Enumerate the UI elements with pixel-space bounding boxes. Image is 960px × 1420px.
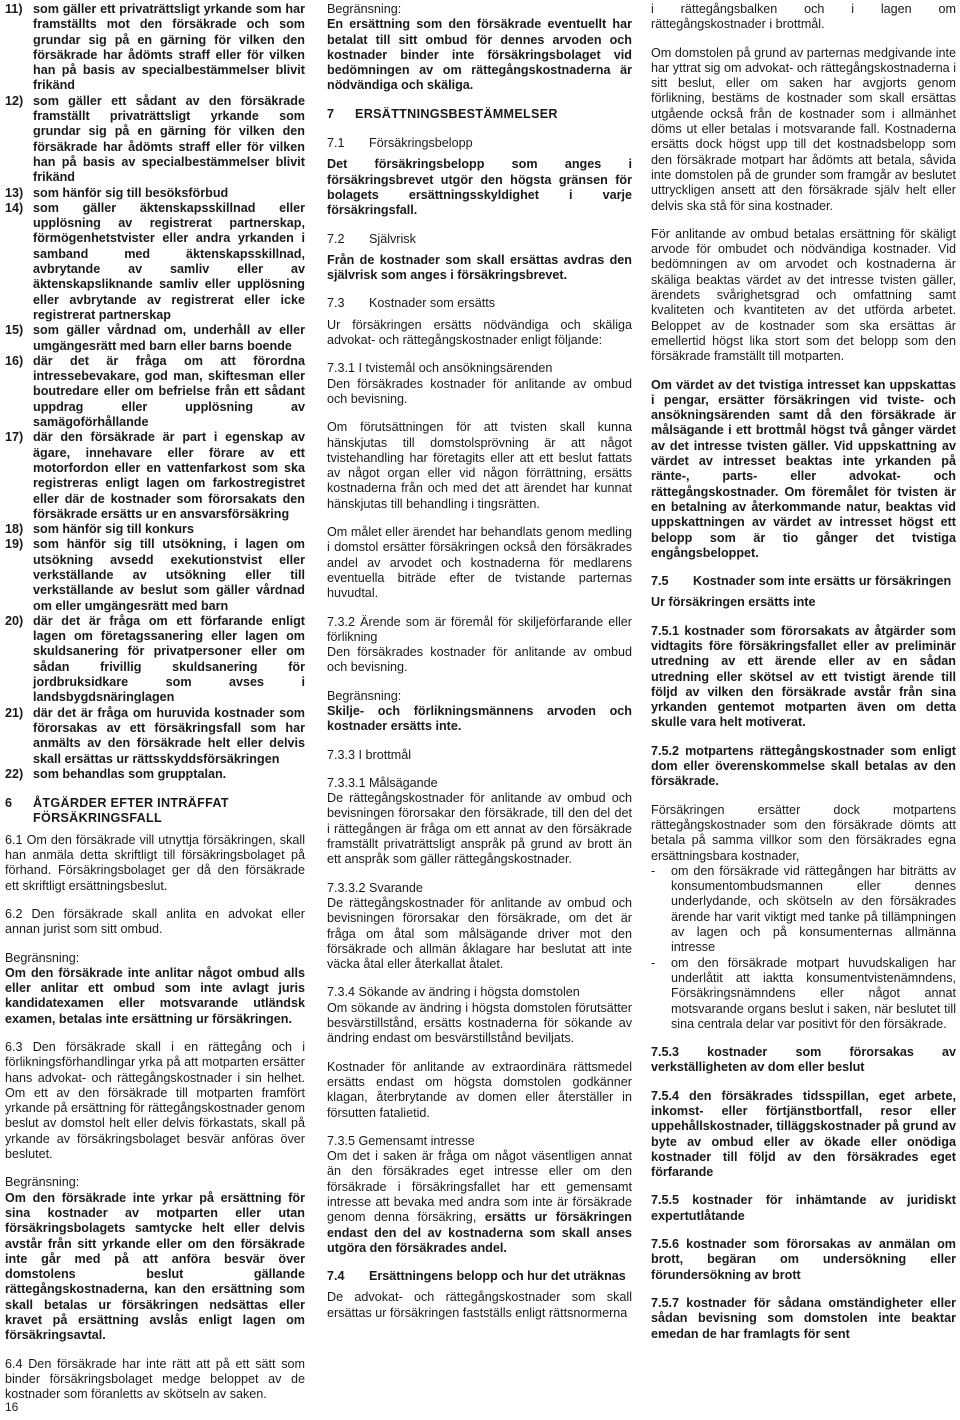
paragraph-ombud-fee: För anlitande av ombud betalas ersättning för skäligt arvode för ombudet och nödvändiga kostnader. Vid bedömningen av om arvodet och kostnaderna är skäliga beaktas värdet av det intresse tvisten gäller, ärendets svårighetsgrad och omfattning samt kvaliteten och kvantiteten av det utförda arbetet. Beloppet av de kostnader som ska ersättas är emellertid högst lika stort som det belopp som den försäkrade framställt till motparten.: [651, 226, 956, 364]
subheading-7-1: 7.1 Försäkringsbelopp: [327, 136, 473, 151]
limitation-label: Begränsning:: [5, 950, 80, 965]
list-item: 17) där den försäkrade är part i egenskap av ägare, innehavare eller förare av ett motorfordon eller en vattenfarkost som ska registreras enligt lagen om farkostregistret eller där de kostnader som förorsakats den försäkrade ersätts ur en ansvarsförsäkring: [5, 430, 305, 521]
list-item: 22) som behandlas som grupptalan.: [5, 766, 227, 781]
paragraph-7-5-5: 7.5.5 kostnader för inhämtande av juridiskt expertutlåtande: [651, 1193, 956, 1223]
paragraph-7-3-5: 7.3.5 Gemensamt intresse Om det i saken är fråga om något väsentligen annat än den försäkrades eget intresse eller om den försäkrade i försäkringsfallet har ett gemensamt intresse att bevaka med andra som inte är försäkrade genom denna försäkring, ersätts ur försäkringen endast den del av kostnaderna som skall anses utgöra den försäkrades andel.: [327, 1133, 632, 1255]
subheading-7-3-2: 7.3.2 Ärende som är föremål för skiljeförfarande eller förlikning: [327, 614, 632, 644]
paragraph-7-1: Det försäkringsbelopp som anges i försäkringsbrevet utgör den högsta gränsen för bolagets ersättningsskyldighet i varje försäkringsfall.: [327, 157, 632, 218]
paragraph-7-3-2: 7.3.2 Ärende som är föremål för skiljeförfarande eller förlikning Den försäkrades kostnader för anlitande av ombud och bevisning.: [327, 614, 632, 675]
paragraph-7-5-7: 7.5.7 kostnader för sådana omständigheter eller sådan bevisning som domstolen inte beaktar emedan de har framlagts för sent: [651, 1295, 956, 1341]
list-item: - om den försäkrade vid rättegången har biträtts av konsumentombudsmannen eller dennes underlydande, och skötseln av den försäkrades ärende har varit viktigt med tanke på tillämpningen av lagen och på konsumenternas allmänna intresse: [651, 863, 956, 955]
paragraph-6-2: 6.2 Den försäkrade skall anlita en advokat eller annan jurist som sitt ombud.: [5, 906, 305, 937]
limitation-label: Begränsning:: [5, 1175, 80, 1190]
list-item: 20) där det är fråga om ett förfarande enligt lagen om företagssanering eller lagen om skuldsanering för privatpersoner eller om sådan frivillig skuldsanering för jordbruksidkare som avses i landsbygdsnäringlagen: [5, 613, 305, 705]
list-item: 13) som hänför sig till besöksförbud: [5, 185, 229, 200]
limitation-block: [5, 951, 305, 1027]
limitation-label: Begränsning:: [327, 2, 402, 16]
paragraph-7-4: De advokat- och rättegångskostnader som skall ersättas ur försäkringen fastställs enligt rättsnormerna: [327, 1290, 632, 1320]
page-number: 16: [5, 1399, 19, 1414]
list-item: 12) som gäller ett sådant av den försäkrade framställt privaträttsligt yrkande som grundar sig på en gärning för vilken den försäkrade har ådömts straff eller för vilken han på basis av specialbestämmelser blivit frikänd: [5, 93, 305, 185]
paragraph-7-3-1-c: Om målet eller ärendet har behandlats genom medling i domstol ersätter försäkringen också den försäkrades andel av arvodet och kostnaderna för medlarens eventuella biträde efter de tvistande parternas huvudtal.: [327, 525, 632, 601]
list-item: 19) som hänför sig till utsökning, i lagen om utsökning avsedd exekutionstvist eller verkställande av utsökning eller till verkställande av beslut som gäller vårdnad om eller umgängesrätt med barn: [5, 537, 305, 613]
subheading-7-3: 7.3 Kostnader som ersätts: [327, 296, 495, 311]
subheading-7-4: 7.4 Ersättningens belopp och hur det uträknas: [327, 1269, 626, 1284]
paragraph-7-5-4: 7.5.4 den försäkrades tidsspillan, eget arbete, inkomst- eller förtjänstbortfall, resor eller uppehållskostnader, tilläggskostnader på grund av byte av ombud eller av ökade eller onödiga kostnader till följd av den försäkrades eget förfarande: [651, 1088, 956, 1180]
paragraph-7-3-1-b: Om förutsättningen för att tvisten skall kunna hänskjutas till domstolsprövning är att något tvistehandling har företagits eller att ett beslut fattats av något organ eller vid någon förrättning, ersätts kostnaderna från och med det att ärendet har kunnat hänskjutas till behandling i tingsrätten.: [327, 420, 632, 511]
column-middle: [327, 2, 632, 1334]
subheading-7-3-3-1: 7.3.3.1 Målsägande: [327, 775, 438, 790]
paragraph-7-3-3-1: 7.3.3.1 Målsägande De rättegångskostnader för anlitande av ombud och bevisningen förorsakar den försäkrade, till den del det i rättegången är fråga om ett annat av den försäkrade framställt privaträttsligt anspråk på grund av brott än ett anspråk som gäller rättegångskostnader.: [327, 775, 632, 867]
section-heading-7: 7 ERSÄTTNINGSBESTÄMMELSER: [327, 106, 558, 121]
list-item: 15) som gäller vårdnad om, underhåll av eller umgängesrätt med barn eller barns boende: [5, 323, 305, 353]
paragraph-6-4: 6.4 Den försäkrade har inte rätt att på ett sätt som binder försäkringsbolaget medge beloppet av de kostnader som föranletts av skötseln av saken.: [5, 1356, 305, 1402]
subheading-7-3-5: 7.3.5 Gemensamt intresse: [327, 1133, 475, 1148]
paragraph-7-5-3: 7.5.3 kostnader som förorsakas av verkställigheten av dom eller beslut: [651, 1045, 956, 1075]
paragraph-7-3-1: 7.3.1 I tvistemål och ansökningsärenden Den försäkrades kostnader för anlitande av ombud och bevisning.: [327, 361, 632, 406]
column-right: [651, 2, 956, 1355]
paragraph-7-5-1: 7.5.1 kostnader som förorsakats av åtgärder som vidtagits före försäkringsfallet eller av preliminär utredning av ett ärende eller av en sådan utredning eller skötsel av ett tvistigt ärende till följd av vilken den försäkrade avstår från sina yrkanden gentemot motparten även om detta skulle vara helt motiverat.: [651, 623, 956, 730]
section-heading-6: 6 ÅTGÄRDER EFTER INTRÄFFAT FÖRSÄKRINGSFALL: [5, 796, 229, 826]
paragraph-7-3: Ur försäkringen ersätts nödvändiga och skäliga advokat- och rättegångskostnader enligt följande:: [327, 317, 632, 348]
paragraph-7-3-4-b: Kostnader för anlitande av extraordinära rättsmedel ersätts endast om högsta domstolen godkänner klagan, återbrytande av domen eller återställer in försutten fatalietid.: [327, 1059, 632, 1120]
paragraph-7-5-6: 7.5.6 kostnader som förorsakas av anmälan om brott, begäran om undersökning eller förundersökning av brott: [651, 1237, 956, 1282]
limitation-text: Om den försäkrade inte anlitar något ombud alls eller anlitar ett ombud som inte avlagt juris kandidatexamen eller motsvarande utländsk examen, betalas inte ersättning ur försäkringen.: [5, 965, 305, 1026]
paragraph-7-5-2-b: Försäkringen ersätter dock motpartens rättegångskostnader som den försäkrade dömts att betala på samma villkor som den försäkrades egna ersättningsbara kostnader,: [651, 802, 956, 863]
paragraph-court-decision: Om domstolen på grund av parternas medgivande inte har yttrat sig om advokat- och rättegångskostnaderna i sitt beslut, eller om saken har avgjorts genom förlikning, bestäms de kostnader som skall ersättas utgående också från de kostnader som i allmänhet döms ut eller betalas i motsvarande fall. Kostnaderna ersätts dock högst upp till det kostnadsbelopp som den försäkrade motpart har ådömts att betala, såvida inte domstolen på de grunder som framgår av beslutet uttryckligen ansett att den försäkrade själv helt eller delvis ska stå för sina kostnader.: [651, 45, 956, 213]
column-left: [5, 2, 305, 1416]
limitation-text: Om den försäkrade inte yrkar på ersättning för sina kostnader av motparten eller utan försäkringsbolagets samtycke helt eller delvis avstår från sitt yrkande eller om den försäkrade inte går med på att anföra besvär över domstolens beslut gällande rättegångskostnaderna, kan den ersättning som skall betalas ur försäkringen nedsättas eller kravet på ersättning avslås enligt lagen om försäkringsavtal.: [5, 1190, 305, 1343]
limitation-label: Begränsning:: [327, 688, 402, 703]
paragraph-7-2: Från de kostnader som skall ersättas avdras den självrisk som anges i försäkringsbrevet.: [327, 252, 632, 283]
paragraph-7-3-4: 7.3.4 Sökande av ändring i högsta domstolen Om sökande av ändring i högsta domstolen förutsätter besvärstillstånd, ersätts kostnaderna för sökande av ändring endast om besvärstillstånd beviljats.: [327, 985, 632, 1046]
limitation-text: En ersättning som den försäkrade eventuellt har betalat till sitt ombud för dennes arvoden och kostnader binder inte försäkringsbolaget vid bedömningen av om rättegångskostnaderna är nödvändiga och skäliga.: [327, 17, 632, 93]
limitation-block: [5, 1175, 305, 1343]
paragraph-6-3: 6.3 Den försäkrade skall i en rättegång och i förlikningsförhandlingar yrka på att motparten ersätter hans advokat- och rättegångskostnader i sin helhet. Om ett av den försäkrade till motparten framfört yrkande på ersättning för rättegångskostnader genom beslut av domstol helt eller delvis förkastats, skall på yrkande av försäkringsbolaget besvär anföras över beslutet.: [5, 1040, 305, 1162]
list-item: 14) som gäller äktenskapsskillnad eller upplösning av registrerat partnerskap, förmögenhetstvister eller andra yrkanden i samband med äktenskapsskillnad, avbrytande av samliv eller av äktenskapsliknande samliv eller upplösning eller avbrytande av registrerat eller icke registrerat partnerskap: [5, 200, 305, 322]
paragraph-7-5-2: 7.5.2 motpartens rättegångskostnader som enligt dom eller överenskommelse skall betalas av den försäkrade.: [651, 743, 956, 789]
limitation-block: [327, 2, 632, 94]
paragraph-6-1: 6.1 Om den försäkrade vill utnyttja försäkringen, skall han anmäla detta skriftligt till försäkringsbolaget på förhand. Försäkringsbolaget ger då den försäkrade ett skriftligt ersättningsbeslut.: [5, 832, 305, 893]
paragraph-7-5: Ur försäkringen ersätts inte: [651, 595, 816, 610]
list-item: 11) som gäller ett privaträttsligt yrkande som har framställts mot den försäkrade och som grundar sig på en gärning för vilken den försäkrade har ådömts straff eller för vilken han på basis av specialbestämmelser blivit frikänd: [5, 2, 305, 93]
subheading-7-3-1: 7.3.1 I tvistemål och ansökningsärenden: [327, 361, 553, 376]
subheading-7-5: 7.5 Kostnader som inte ersätts ur försäkringen: [651, 574, 952, 589]
limitation-text: Skilje- och förlikningsmännens arvoden och kostnader ersätts inte.: [327, 703, 632, 734]
list-item: - om den försäkrade motpart huvudskaligen har underlåtit att iaktta konsumentvistenämndens, Försäkringsnämndens eller något annat motsvarande organs beslut i saken, när beslutet till sina centrala delar var positivt för den försäkrade.: [651, 955, 956, 1031]
subheading-7-3-3-2: 7.3.3.2 Svarande: [327, 880, 423, 895]
paragraph-7-3-3-2: 7.3.3.2 Svarande De rättegångskostnader för anlitande av ombud och bevisningen förorsakar den försäkrade, om det är fråga om åtal som målsägande driver mot den försäkrade och allmän åklagare har beslutat att inte väcka åtal eller återkallat åtalet.: [327, 880, 632, 972]
subheading-7-2: 7.2 Självrisk: [327, 231, 416, 246]
list-item: 16) där det är fråga om att förordna intressebevakare, god man, skiftesman eller boutredare eller om befrielse från ett sådant uppdrag eller upplösning av samägoförhållande: [5, 353, 305, 430]
subheading-7-3-4: 7.3.4 Sökande av ändring i högsta domstolen: [327, 985, 580, 1000]
exclusion-list: [5, 2, 305, 782]
list-item: 21) där det är fråga om huruvida kostnader som förorsakas av ett försäkringsfall som har anmälts av den försäkrade helt eller delvis skall ersättas ur rättsskyddsförsäkringen: [5, 705, 305, 766]
limitation-block: [327, 689, 632, 735]
list-item: 18) som hänför sig till konkurs: [5, 522, 194, 537]
subheading-7-3-3: 7.3.3 I brottmål: [327, 747, 411, 762]
paragraph-value-limit: Om värdet av det tvistiga intresset kan uppskattas i pengar, ersätter försäkringen vid tviste- och ansökningsärenden samt då den försäkrade är målsägande i ett brottmål högst två gånger värdet av det intresse tvisten gäller. Vid uppskattning av värdet av intresset beaktas inte yrkanden på ränte-, parts- eller advokat- och rättegångskostnader. Om föremålet för tvisten är en betalning av återkommande natur, beaktas vid uppskattningen av värdet av intresset högst ett belopp som är tio gånger det tvistiga engångsbeloppet.: [651, 377, 956, 560]
paragraph-continued: i rättegångsbalken och i lagen om rättegångskostnader i brottmål.: [651, 2, 956, 32]
